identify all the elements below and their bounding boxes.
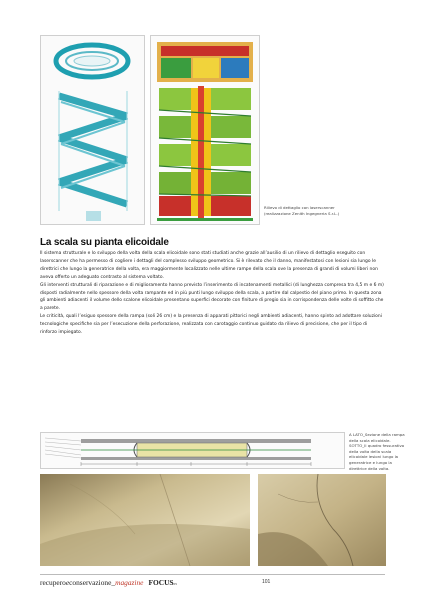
figure-section-caption-line: A LATO_Sezione della rampa della scala elicoidale. <box>349 432 405 443</box>
body-paragraph: Le criticità, quali l’esiguo spessore della rampa (soli 26 cm) e la presenza di apparati pittorici negli ambienti adiacenti, hanno spinto ad adottare soluzioni tecnologiche specifiche sia per l’esecuzione della perforazione, realizzata con carotaggio continuo guidato da rilievo di precisione, che per il tipo di rinforzo impiegato. <box>40 314 382 336</box>
vault-photo-right-image <box>258 474 386 566</box>
figure-section-caption <box>349 432 409 471</box>
body-paragraph: Gli interventi strutturali di riparazione e di miglioramento hanno previsto l’inserimento di incatenamenti metallici (di lunghezza compresa tra 4,5 m e 6 m) disposti radialmente nello spessore della volta rampante ed in più punti lungo sviluppo della scala, a partire dal calpestio del piano primo. In questa zona gli ambienti adiacenti il volume dello scalone elicoidale presentano superfici decorate con finiture di pregio sia in corrispondenza delle volte di soffitto che a parete. <box>40 282 384 312</box>
brand-e: e <box>65 578 70 587</box>
magazine-footer <box>40 578 177 587</box>
brand-separator: _ <box>111 578 116 587</box>
helical-staircase-plan-drawing <box>41 36 144 224</box>
body-paragraph: Il sistema strutturale e lo sviluppo della volta della scala elicoidale sono stati studiati anche grazie all’ausilio di un rilievo di dettaglio eseguito con laserscanner che ha permesso di cogliere i dettagli del complesso sviluppo geometrico. Si è rilevato che il danno, manifestatosi con lesioni sia lungo le direttrici che lungo la generatrice della volta, era maggiormente localizzato nelle ultime rampe della scala ove la presenza di grandi di volumi liberi non aveva offerto un adeguato contrasto al sistema voltato. <box>40 251 378 280</box>
vault-crack-photo-right <box>258 474 386 566</box>
figure-section-caption-line: SOTTO_Il quadro fessurativo della volta della scala <box>349 443 405 454</box>
laserscanner-plan-figure <box>40 35 145 225</box>
brand-recupero: recupero <box>40 578 66 587</box>
body-text <box>40 250 385 337</box>
brand-conservazione: conservazione <box>69 578 112 587</box>
ramp-section-drawing <box>41 433 344 468</box>
focus-label: FOCUS <box>148 578 174 587</box>
footer-divider <box>40 574 385 575</box>
figure-top-caption-line: Rilievo di dettaglio con laserscanner <box>264 205 335 210</box>
focus-issue-number: 05 <box>173 582 178 586</box>
page-number: 101 <box>262 579 271 585</box>
vault-crack-photo-left <box>40 474 250 566</box>
section-title: La scala su pianta elicoidale <box>40 237 169 248</box>
pointcloud-colormap-drawing <box>151 36 259 224</box>
brand-magazine: magazine <box>115 578 144 587</box>
figure-section-caption-line: elicoidale lesioni lungo la generatrice e lungo la <box>349 454 399 465</box>
vault-photo-left-image <box>40 474 250 566</box>
ramp-section-figure <box>40 432 345 469</box>
laserscanner-colormap-figure <box>150 35 260 225</box>
figure-section-caption-line: direttrice della volta. <box>349 465 390 471</box>
figure-top-caption <box>264 205 389 216</box>
figure-top-caption-line: (realizzazione Zenith Ingegneria S.r.L.) <box>264 210 340 216</box>
